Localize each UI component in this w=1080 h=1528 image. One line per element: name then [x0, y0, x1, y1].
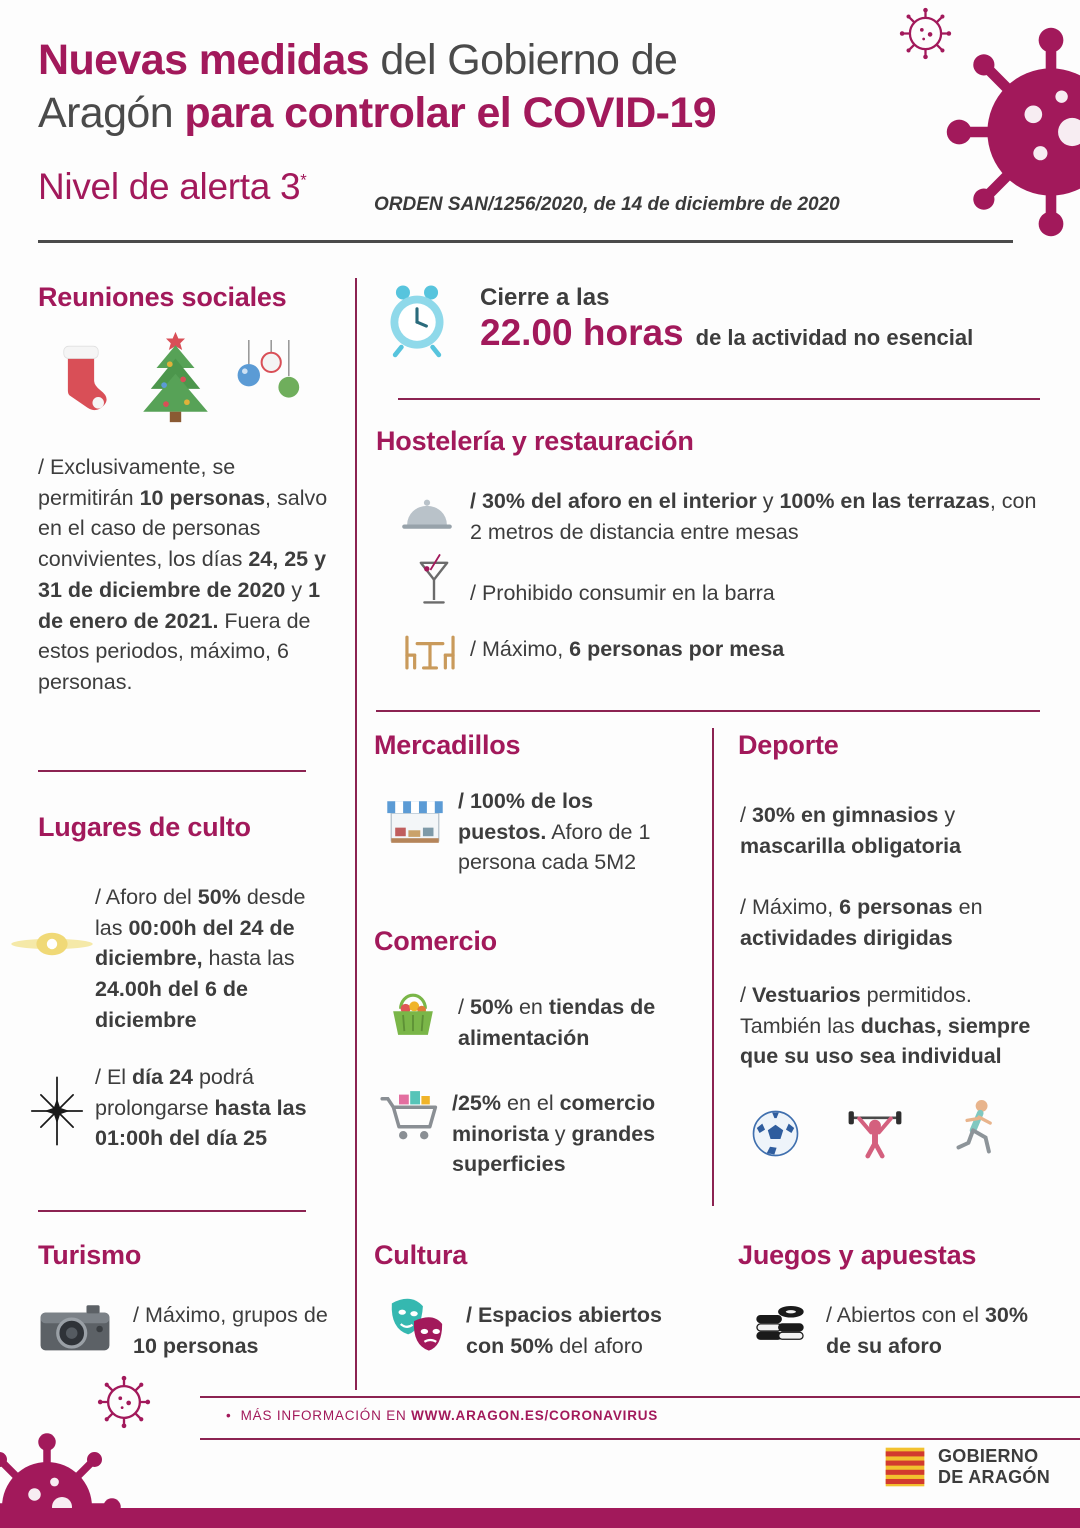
deporte-item-2: / Máximo, 6 personas en actividades dirigidas [740, 895, 983, 950]
weightlifter-icon [842, 1098, 908, 1164]
header-divider [38, 240, 1013, 243]
section-title-comercio: Comercio [374, 926, 497, 956]
title-plain-1: del Gobierno de [368, 36, 678, 84]
terrace-table-icon [398, 618, 462, 682]
christmas-tree-icon [128, 330, 223, 425]
alarm-clock-icon [378, 280, 456, 358]
cocktail-icon [404, 552, 464, 612]
hosteleria-divider [376, 710, 1040, 712]
deporte-item-3: / Vestuarios permitidos. También las duchas, siempre que su uso sea individual [740, 983, 1031, 1069]
title-plain-2: Aragón [38, 89, 185, 138]
section-title-deporte: Deporte [738, 730, 839, 760]
order-reference: ORDEN SAN/1256/2020, de 14 de diciembre de 2020 [374, 194, 840, 215]
theater-masks-icon [380, 1290, 454, 1364]
gobierno-aragon-text [938, 1446, 1050, 1487]
turismo-item-1: / Máximo, grupos de 10 personas [133, 1303, 328, 1358]
closure-row [480, 312, 973, 354]
section-title-mercadillos: Mercadillos [374, 730, 521, 760]
mercadillos-item-1: / 100% de los puestos. Aforo de 1 persona cada 5M2 [458, 789, 651, 875]
football-icon [748, 1106, 803, 1161]
christmas-stocking-icon [40, 338, 122, 420]
coronavirus-icon [945, 26, 1080, 238]
deporte-item-1: / 30% en gimnasios y mascarilla obligatoria [740, 803, 962, 858]
section-title-hosteleria: Hostelería y restauración [376, 426, 694, 456]
christmas-baubles-icon [228, 340, 308, 420]
footer-divider-top [200, 1396, 1080, 1398]
coronavirus-outline-icon [96, 1374, 152, 1430]
title-highlight-2: para controlar el COVID-19 [184, 89, 717, 138]
lugares-item-1: / Aforo del 50% desde las 00:00h del 24 de diciembre, hasta las 24.00h del 6 de diciembre [95, 885, 306, 1032]
bottom-accent-bar [0, 1508, 1080, 1528]
alert-level-text: Nivel de alerta 3 [38, 166, 301, 207]
column-divider-main [355, 278, 357, 1390]
cultura-item-1: / Espacios abiertos con 50% del aforo [466, 1303, 662, 1358]
section-title-juegos: Juegos y apuestas [738, 1240, 977, 1270]
comercio-item-1: / 50% en tiendas de alimentación [458, 995, 656, 1050]
left-divider-1 [38, 770, 306, 772]
runner-icon [942, 1096, 1008, 1162]
food-cloche-icon [396, 486, 458, 548]
section-title-turismo: Turismo [38, 1240, 142, 1270]
closure-divider [398, 398, 1040, 400]
poker-chips-icon [748, 1290, 812, 1354]
juegos-item-1: / Abiertos con el 30% de su aforo [826, 1303, 1028, 1358]
hosteleria-item-2: / Prohibido consumir en la barra [470, 581, 775, 605]
gov-line-1: GOBIERNO [938, 1446, 1039, 1467]
star-sparkle-icon [22, 1076, 92, 1146]
footer-divider-bottom [200, 1438, 1080, 1440]
section-title-reuniones: Reuniones sociales [38, 282, 287, 312]
left-divider-2 [38, 1210, 306, 1212]
camera-icon [34, 1288, 116, 1370]
lugares-item-2: / El día 24 podrá prolongarse hasta las 01:00h del día 25 [95, 1065, 307, 1151]
aragon-flag-icon [882, 1444, 928, 1490]
footer-info [226, 1408, 658, 1423]
footer-info-prefix: MÁS INFORMACIÓN EN [240, 1408, 412, 1423]
market-stall-icon [382, 792, 448, 858]
alert-level-asterisk: * [300, 170, 307, 190]
closure-time: 22.00 horas [480, 312, 684, 353]
column-divider-right [712, 728, 714, 1206]
shopping-cart-icon [378, 1082, 448, 1152]
footer-bullet: • [226, 1408, 232, 1423]
hosteleria-item-1: / 30% del aforo en el interior y 100% en las terrazas, con 2 metros de distancia entre mesas [470, 489, 1037, 544]
footer-info-url[interactable]: WWW.ARAGON.ES/CORONAVIRUS [411, 1408, 659, 1423]
title-highlight-1: Nuevas medidas [38, 36, 369, 84]
section-title-cultura: Cultura [374, 1240, 468, 1270]
candle-glow-icon [8, 918, 96, 970]
closure-intro: Cierre a las [480, 284, 610, 311]
alert-level [38, 166, 306, 208]
gobierno-aragon-logo [882, 1444, 1050, 1490]
grocery-basket-icon [382, 984, 444, 1046]
section-title-lugares-culto: Lugares de culto [38, 812, 251, 842]
closure-scope: de la actividad no esencial [695, 325, 974, 350]
reuniones-text: / Exclusivamente, se permitirán 10 personas, salvo en el caso de personas convivientes, los días 24, 25 y 31 de diciembre de 2020 y 1 de enero de 2021. Fuera de estos periodos, máximo, 6 personas. [38, 455, 328, 695]
comercio-item-2: /25% en el comercio minorista y grandes superficies [452, 1091, 656, 1177]
gov-line-2: DE ARAGÓN [938, 1467, 1051, 1487]
page-title [38, 34, 868, 141]
hosteleria-item-3: / Máximo, 6 personas por mesa [470, 637, 785, 661]
